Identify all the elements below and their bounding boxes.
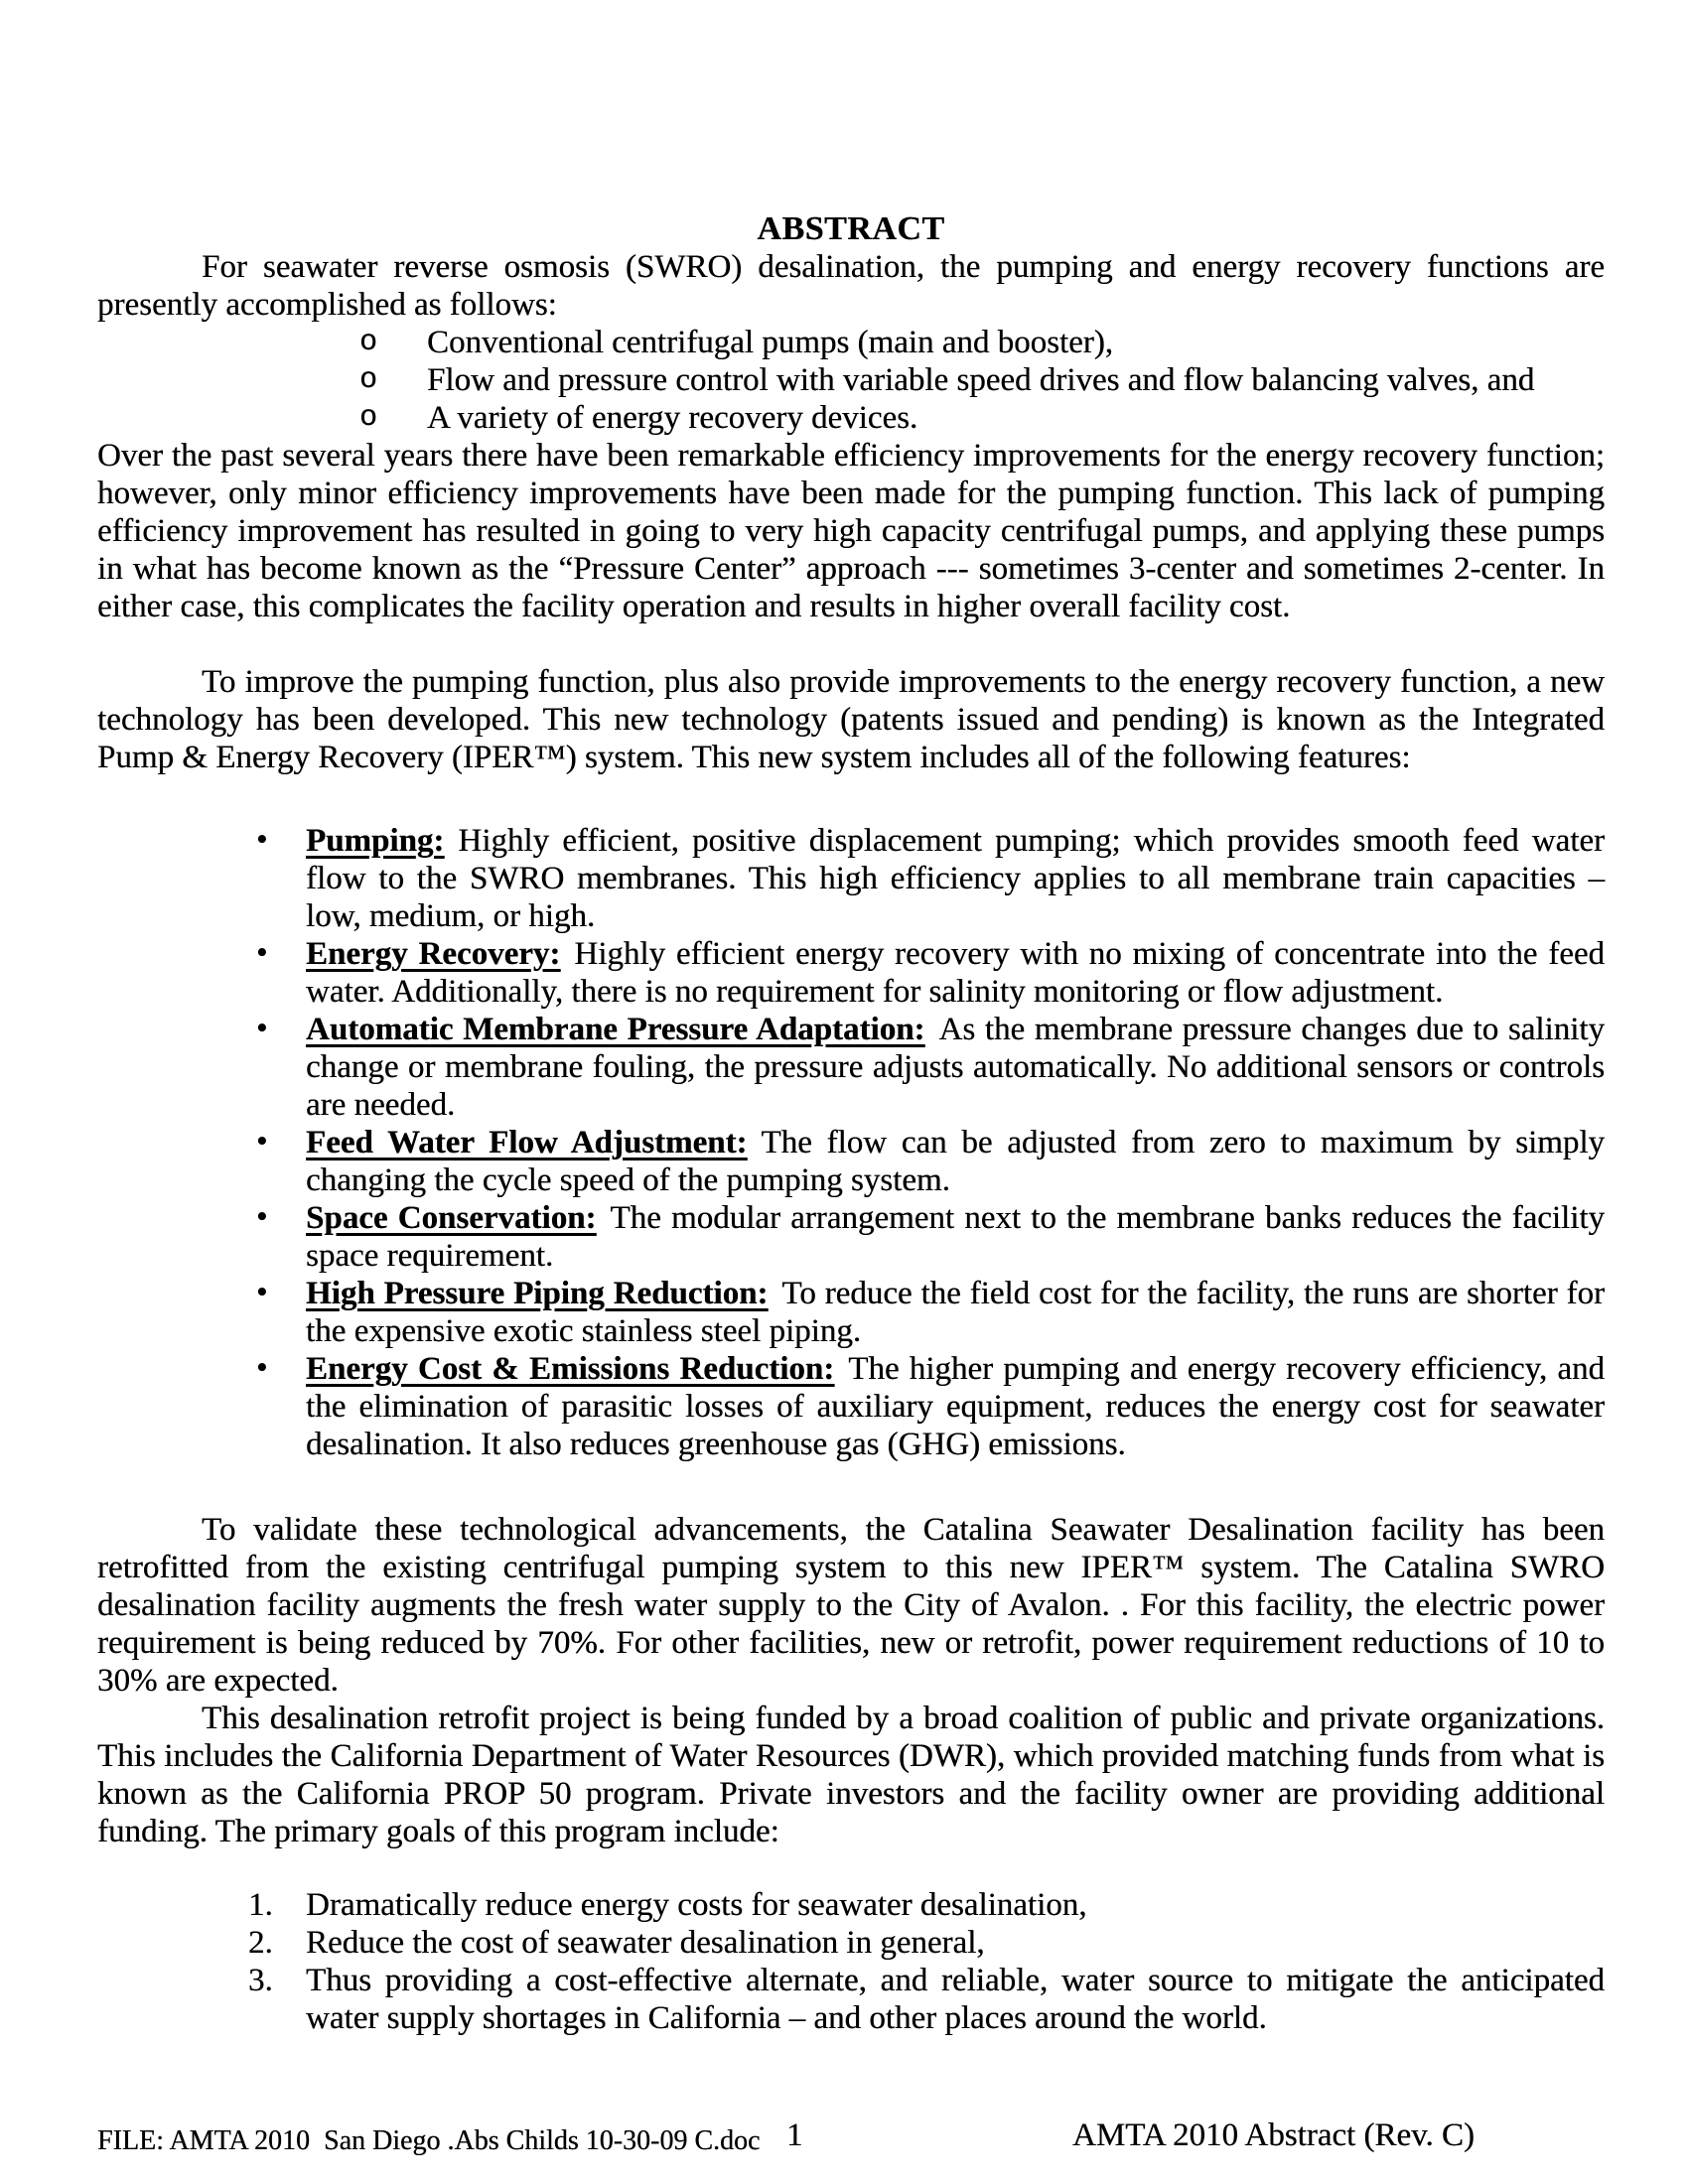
feature-text: As the membrane pressure changes due to salinity change or membrane fouling, the pressure adjusts automatically. No additional sensors or controls are needed. [306,1012,1605,1123]
goal-number: 3. [248,1963,273,1998]
feature-item [97,935,1605,1011]
goal-text: Dramatically reduce energy costs for seawater desalination, [306,1887,1087,1923]
feature-text: Highly efficient, positive displacement pumping; which provides smooth feed water flow to the SWRO membranes. This high efficiency applies to all membrane train capacities – low, medium, or high. [306,823,1605,934]
circle-bullet-icon: o [359,326,378,359]
bullet-icon: • [256,935,268,971]
new-technology-paragraph: To improve the pumping function, plus also provide improvements to the energy recovery function, a new technology has been developed. This new technology (patents issued and pending) is known as the Integrated Pump & Energy Recovery (IPER™) system. This new system includes all of the following features: [97,664,1605,775]
bullet-icon: • [256,1199,268,1235]
goal-text: Reduce the cost of seawater desalination in general, [306,1925,985,1961]
feature-label: Pumping: [306,823,445,859]
goal-number: 2. [248,1925,273,1961]
program-goals-list [97,1886,1605,2037]
feature-text: The modular arrangement next to the membrane banks reduces the facility space requirement. [306,1200,1605,1274]
footer-file-label: FILE: AMTA 2010 San Diego .Abs Childs 10-30-09 C.doc [97,2125,761,2156]
document-content [97,210,1605,2037]
feature-label: Automatic Membrane Pressure Adaptation: [306,1012,925,1047]
goal-item [97,1886,1605,1924]
feature-item [97,822,1605,935]
feature-text: To reduce the field cost for the facility, the runs are shorter for the expensive exotic stainless steel piping. [306,1276,1605,1349]
abstract-title: ABSTRACT [757,210,945,247]
feature-list [97,822,1605,1463]
goal-item [97,1962,1605,2037]
funding-paragraph: This desalination retrofit project is being funded by a broad coalition of public and private organizations. This includes the California Department of Water Resources (DWR), which provided matching funds from what is known as the California PROP 50 program. Private investors and the facility owner are providing additional funding. The primary goals of this program include: [97,1701,1605,1849]
list-item-text: Flow and pressure control with variable speed drives and flow balancing valves, and [427,362,1535,398]
feature-item [97,1275,1605,1350]
current-methods-list [97,324,1605,437]
bullet-icon: • [256,1275,268,1310]
footer-revision-label: AMTA 2010 Abstract (Rev. C) [1072,2117,1475,2153]
feature-item [97,1199,1605,1275]
footer-page-number: 1 [786,2117,803,2153]
list-item-text: A variety of energy recovery devices. [427,400,918,436]
list-item [97,361,1605,399]
bullet-icon: • [256,1011,268,1046]
feature-label: Energy Cost & Emissions Reduction: [306,1351,835,1387]
feature-label: Space Conservation: [306,1200,597,1236]
bullet-icon: • [256,1350,268,1386]
page-footer [97,2116,1605,2166]
feature-text: The flow can be adjusted from zero to maximum by simply changing the cycle speed of the pumping system. [306,1125,1605,1198]
goal-text: Thus providing a cost-effective alternate, and reliable, water source to mitigate the anticipated water supply shortages in California – and other places around the world. [306,1963,1605,2036]
circle-bullet-icon: o [359,363,378,397]
pressure-center-paragraph: Over the past several years there have been remarkable efficiency improvements for the energy recovery function; however, only minor efficiency improvements have been made for the pumping function. This lack of pumping efficiency improvement has resulted in going to very high capacity centrifugal pumps, and applying these pumps in what has become known as the “Pressure Center” approach --- sometimes 3-center and sometimes 2-center. In either case, this complicates the facility operation and results in higher overall facility cost. [97,438,1605,624]
goal-number: 1. [248,1887,273,1923]
circle-bullet-icon: o [359,401,378,435]
feature-text: The higher pumping and energy recovery efficiency, and the elimination of parasitic losses of auxiliary equipment, reduces the energy cost for seawater desalination. It also reduces greenhouse gas (GHG) emissions. [306,1351,1606,1462]
goal-item [97,1924,1605,1962]
list-item [97,399,1605,437]
feature-label: Energy Recovery: [306,936,561,972]
feature-text: Highly efficient energy recovery with no mixing of concentrate into the feed water. Additionally, there is no requirement for salinity monitoring or flow adjustment. [306,936,1605,1010]
feature-item [97,1124,1605,1199]
catalina-paragraph: To validate these technological advancements, the Catalina Seawater Desalination facility has been retrofitted from the existing centrifugal pumping system to this new IPER™ system. The Catalina SWRO desalination facility augments the fresh water supply to the City of Avalon. . For this facility, the electric power requirement is being reduced by 70%. For other facilities, new or retrofit, power requirement reductions of 10 to 30% are expected. [97,1512,1605,1699]
list-item-text: Conventional centrifugal pumps (main and booster), [427,325,1114,360]
feature-label: Feed Water Flow Adjustment: [306,1125,748,1160]
intro-paragraph: For seawater reverse osmosis (SWRO) desalination, the pumping and energy recovery functions are presently accomplished as follows: [97,249,1605,323]
feature-label: High Pressure Piping Reduction: [306,1276,769,1311]
feature-item [97,1011,1605,1124]
bullet-icon: • [256,822,268,858]
feature-item [97,1350,1605,1463]
list-item [97,324,1605,361]
bullet-icon: • [256,1124,268,1160]
